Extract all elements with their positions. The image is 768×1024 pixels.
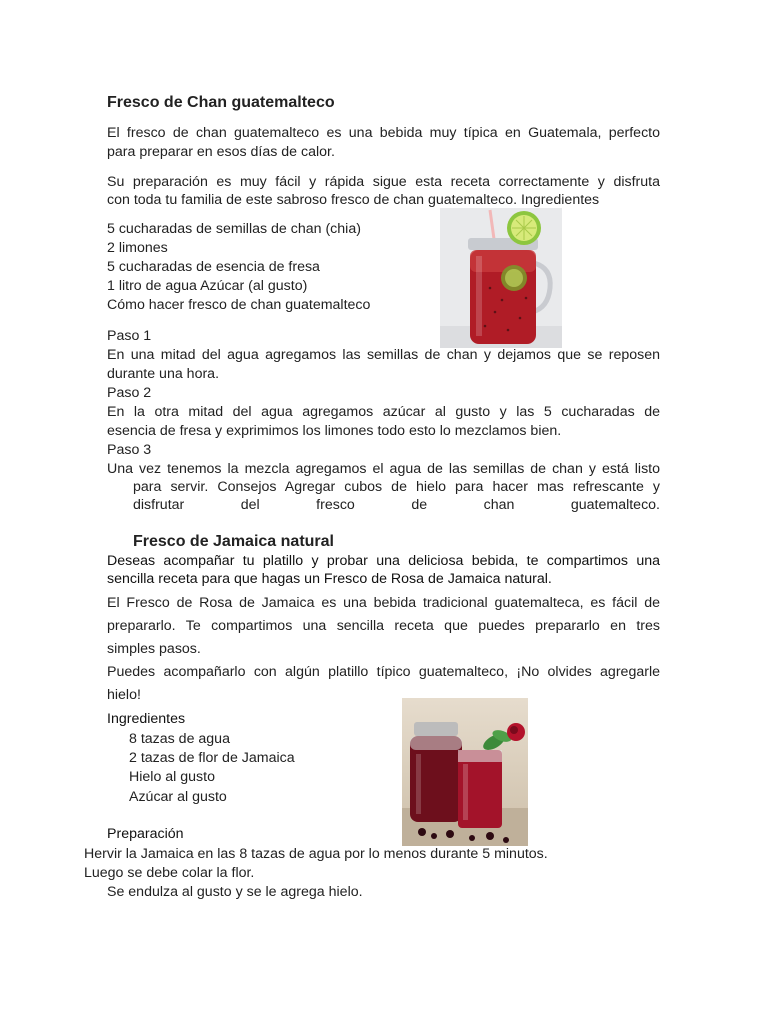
jamaica-desc-line: El Fresco de Rosa de Jamaica es una bebida tradicional guatemalteca, es fácil de xyxy=(107,595,660,611)
chan-step-label: Paso 3 xyxy=(107,442,152,458)
jamaica-desc-line: Puedes acompañarlo con algún platillo típico guatemalteco, ¡No olvides agregarle xyxy=(107,664,660,680)
list-item: Azúcar al gusto xyxy=(129,789,227,805)
chan-step-text: disfrutar del fresco de chan guatemalteco. xyxy=(133,497,660,513)
chan-intro-line: para preparar en esos días de calor. xyxy=(107,144,335,160)
chan-drink-photo xyxy=(440,208,562,348)
list-item: Cómo hacer fresco de chan guatemalteco xyxy=(107,297,371,313)
jamaica-desc-line: simples pasos. xyxy=(107,641,201,657)
chan-step-text: esencia de fresa y exprimimos los limones todo esto lo mezclamos bien. xyxy=(107,423,562,439)
jamaica-title: Fresco de Jamaica natural xyxy=(133,533,334,550)
list-item: Luego se debe colar la flor. xyxy=(84,865,255,881)
chan-prep-line: con toda tu familia de este sabroso fresco de chan guatemalteco. Ingredientes xyxy=(107,192,600,208)
list-item: Hielo al gusto xyxy=(129,769,215,785)
jamaica-desc-line: prepararlo. Te compartimos una sencilla receta que puedes prepararlo en tres xyxy=(107,618,660,634)
jamaica-drink-photo xyxy=(402,698,528,846)
chan-step-text: para servir. Consejos Agregar cubos de hielo para hacer mas refrescante y xyxy=(133,479,660,495)
chan-title: Fresco de Chan guatemalteco xyxy=(107,94,335,111)
jamaica-desc-line: hielo! xyxy=(107,687,141,703)
list-item: 5 cucharadas de semillas de chan (chia) xyxy=(107,221,361,237)
list-item: 8 tazas de agua xyxy=(129,731,230,747)
chan-step-text: En una mitad del agua agregamos las semillas de chan y dejamos que se reposen xyxy=(107,347,660,363)
list-item: 5 cucharadas de esencia de fresa xyxy=(107,259,320,275)
chan-step-label: Paso 1 xyxy=(107,328,152,344)
chan-step-text: Una vez tenemos la mezcla agregamos el agua de las semillas de chan y está listo xyxy=(107,461,660,477)
chan-step-label: Paso 2 xyxy=(107,385,152,401)
list-item: Se endulza al gusto y se le agrega hielo. xyxy=(107,884,363,900)
list-item: 2 tazas de flor de Jamaica xyxy=(129,750,295,766)
chan-step-text: durante una hora. xyxy=(107,366,220,382)
list-item: 2 limones xyxy=(107,240,168,256)
chan-prep-line: Su preparación es muy fácil y rápida sigue esta receta correctamente y disfruta xyxy=(107,174,660,190)
list-item: Hervir la Jamaica en las 8 tazas de agua por lo menos durante 5 minutos. xyxy=(84,846,548,862)
jamaica-prep-label: Preparación xyxy=(107,826,184,842)
list-item: 1 litro de agua Azúcar (al gusto) xyxy=(107,278,308,294)
jamaica-ingredients-label: Ingredientes xyxy=(107,711,186,727)
jamaica-intro-line: sencilla receta para que hagas un Fresco de Rosa de Jamaica natural. xyxy=(107,571,552,587)
chan-intro-line: El fresco de chan guatemalteco es una bebida muy típica en Guatemala, perfecto xyxy=(107,125,660,141)
jamaica-intro-line: Deseas acompañar tu platillo y probar una deliciosa bebida, te compartimos una xyxy=(107,553,660,569)
chan-step-text: En la otra mitad del agua agregamos azúcar al gusto y las 5 cucharadas de xyxy=(107,404,660,420)
